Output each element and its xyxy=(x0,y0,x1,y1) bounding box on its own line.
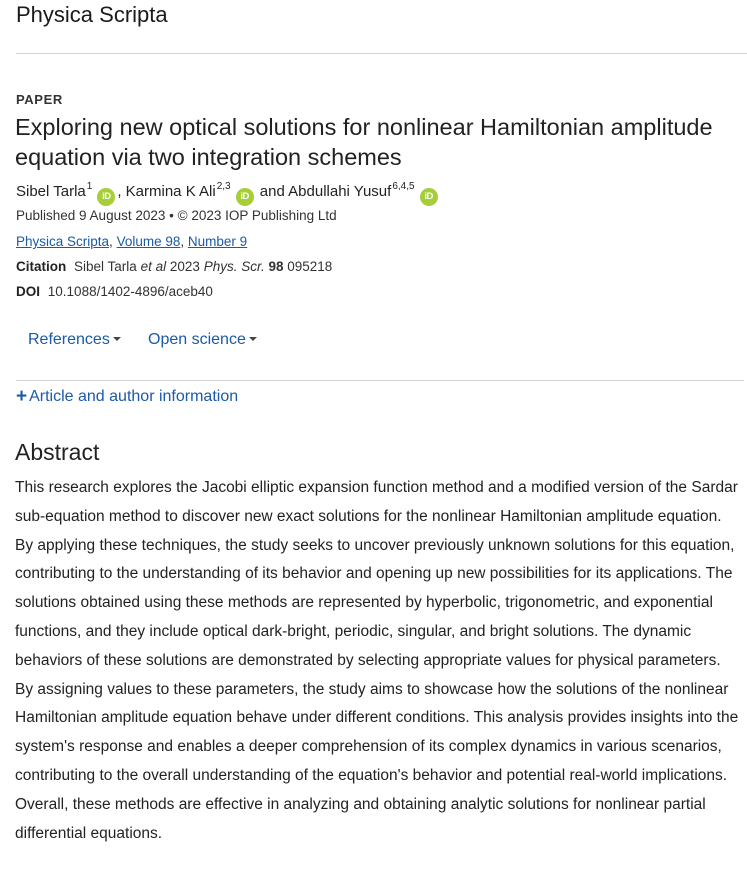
open-science-dropdown[interactable] xyxy=(148,331,257,349)
breadcrumb-volume-link[interactable]: Volume 98 xyxy=(116,234,181,249)
author-name[interactable]: Abdullahi Yusuf xyxy=(288,183,392,200)
citation-journal: Phys. Scr. xyxy=(203,259,265,274)
article-info-toggle[interactable] xyxy=(16,386,238,408)
breadcrumb-separator: , xyxy=(180,234,185,249)
citation-volume: 98 xyxy=(268,259,284,274)
orcid-icon[interactable]: iD xyxy=(236,188,254,206)
article-type-label: PAPER xyxy=(16,92,63,107)
publication-info xyxy=(16,208,337,223)
author-separator: , xyxy=(117,183,122,200)
abstract-heading: Abstract xyxy=(15,439,100,465)
citation-article-number: 095218 xyxy=(287,259,333,274)
citation xyxy=(16,259,332,274)
orcid-icon[interactable]: iD xyxy=(97,188,115,206)
article-info-label: Article and author information xyxy=(29,388,239,405)
open-science-label: Open science xyxy=(148,331,246,348)
orcid-icon[interactable]: iD xyxy=(420,188,438,206)
author-list xyxy=(16,181,440,206)
published-date: Published 9 August 2023 xyxy=(16,208,166,223)
header-divider xyxy=(16,53,747,54)
citation-author: Sibel Tarla xyxy=(74,259,137,274)
doi-label: DOI xyxy=(16,284,41,299)
author-affiliation[interactable]: 2,3 xyxy=(216,181,231,192)
author-affiliation[interactable]: 6,4,5 xyxy=(392,181,415,192)
breadcrumb xyxy=(16,234,247,249)
section-divider xyxy=(16,380,744,381)
citation-year: 2023 xyxy=(169,259,200,274)
doi-value: 10.1088/1402-4896/aceb40 xyxy=(47,284,213,299)
references-label: References xyxy=(28,331,110,348)
citation-label: Citation xyxy=(16,259,67,274)
breadcrumb-issue-link[interactable]: Number 9 xyxy=(187,234,248,249)
references-dropdown[interactable] xyxy=(28,331,121,349)
author-separator: and xyxy=(259,183,285,200)
breadcrumb-journal-link[interactable]: Physica Scripta xyxy=(16,234,110,249)
meta-separator: • xyxy=(169,208,174,223)
abstract-text: This research explores the Jacobi elliptic expansion function method and a modified version of the Sardar sub-equation method to discover new exact solutions for the nonlinear Hamiltonian amplitude equation. By applying these techniques, the study seeks to uncover previously unknown solutions for this equation, contributing to the understanding of its behavior and opening up new possibilities for its applications. The solutions obtained using these methods are represented by hyperbolic, trigonometric, and exponential functions, and they include optical dark-bright, periodic, singular, and bright solutions. The dynamic behaviors of these solutions are demonstrated by selecting appropriate values for physical parameters. By assigning values to these parameters, the study aims to showcase how the solutions of the nonlinear Hamiltonian amplitude equation behave under different conditions. This analysis provides insights into the system's response and enables a deeper comprehension of its complex dynamics in various scenarios, contributing to the overall understanding of the equation's behavior and potential real-world implications. Overall, these methods are effective in analyzing and obtaining analytic solutions for nonlinear partial differential equations. xyxy=(15,479,739,842)
breadcrumb-separator: , xyxy=(109,234,113,249)
citation-etal: et al xyxy=(140,259,167,274)
doi xyxy=(16,284,213,299)
copyright-notice: © 2023 IOP Publishing Ltd xyxy=(177,208,337,223)
author-name[interactable]: Karmina K Ali xyxy=(125,183,216,200)
author-name[interactable]: Sibel Tarla xyxy=(16,183,86,200)
article-title: Exploring new optical solutions for nonlinear Hamiltonian amplitude equation via two integration schemes xyxy=(15,114,713,170)
journal-title[interactable]: Physica Scripta xyxy=(16,2,168,27)
plus-icon: + xyxy=(16,386,28,407)
caret-down-icon xyxy=(113,337,121,341)
author-affiliation[interactable]: 1 xyxy=(86,181,93,192)
caret-down-icon xyxy=(249,337,257,341)
